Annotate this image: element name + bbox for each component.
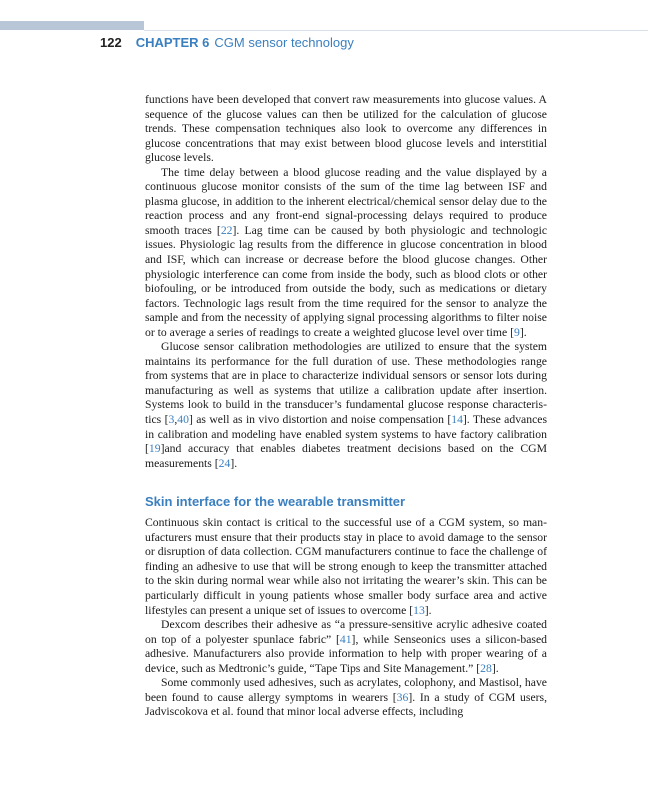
paragraph-p5 (145, 618, 547, 676)
citation-link[interactable]: 3 (168, 413, 175, 427)
text-run: Continuous skin contact is critical to the successful use of a CGM system, so manufacturers must ensure that their products stay in place to avoid damage to the sensor or disruption of data collection. CGM manufacturers continue to face the challenge of finding an adhesive to use that will be strong enough to keep the transmitter attached to the skin during normal wear while also not irritating the wearer’s skin. This can be particularly difficult in young patients whose smaller body surface area and active lifestyles can present a unique set of issues to overcome [ (145, 516, 547, 617)
citation-link[interactable]: 41 (339, 632, 352, 646)
text-run: ]. (230, 456, 238, 470)
citation-link[interactable]: 24 (218, 456, 231, 470)
citation-link[interactable]: 40 (177, 413, 189, 427)
text-run: ]. In a study of CGM users, Jadviscokova et al. found that minor local adverse effects, including (145, 690, 547, 719)
text-run: ]. Lag time can be caused by both physiologic and technologic issues. Physiologic lag results from the difference in glucose concentration in blood and ISF, which can increase or decrease before the blood glucose changes. Other physiologic interference can come from inside the body, such as blood clots or other biofouling, or be introduced from outside the body, such as medications or dietary factors. Technologic lags result from the time required for the sensor to analyze the sample and from the necessity of applying signal processing algorithms to filter noise or to average a series of readings to create a weighted glucose level over time [ (145, 223, 548, 339)
running-header (100, 35, 354, 50)
body-text (145, 93, 547, 720)
text-run: ] as well as in vivo distortion and noise compensation [ (188, 413, 452, 427)
text-run: , (174, 413, 178, 427)
text-run: ]. (491, 661, 499, 675)
text-run: Dexcom describes their adhesive as “a pressure-sensitive acrylic adhesive coated on top of a polyester spunlace fabric” [ (145, 618, 547, 646)
citation-link[interactable]: 13 (413, 603, 425, 617)
citation-link[interactable]: 14 (451, 413, 463, 427)
text-run: ]. These advances in calibration and modeling have enabled system systems to have factory calibration [ (145, 413, 547, 456)
text-run: ]. (519, 325, 527, 339)
chapter-title: CGM sensor technology (214, 35, 354, 50)
text-run: functions have been developed that convert raw measurements into glucose values. A sequence of the glucose values can then be utilized for the calculation of glucose trends. These compensation techniques also look to overcome any differences in glucose concentrations that may exist between blood glucose levels and interstitial glucose levels. (145, 93, 547, 165)
text-run: ]and accuracy that enables diabetes treatment decisions based on the CGM measurements [ (145, 442, 547, 470)
paragraph-p2 (145, 166, 547, 341)
text-run: ]. (424, 603, 432, 617)
text-run: ], while Senseonics uses a silicon-based adhesive. Manufacturers also provide information to help with proper wearing of a device, such as Medtronic’s guide, “Tape Tips and Site Management.” [ (145, 632, 547, 675)
citation-link[interactable]: 36 (396, 690, 409, 704)
text-run: Glucose sensor calibration methodologies are utilized to ensure that the system maintains its performance for the full duration of use. These methodologies range from systems that are in place to characterize individual sensors or sensor lots during manufacturing as well as systems that utilize a calibration update after insertion. Systems look to build in the transducer’s fundamental glucose response characteristics [ (145, 340, 547, 427)
paragraph-p4 (145, 516, 547, 618)
header-rule (144, 30, 648, 31)
citation-link[interactable]: 9 (513, 325, 520, 339)
header-accent-bar (0, 21, 144, 30)
page-number: 122 (100, 35, 122, 50)
paragraph-p3 (145, 340, 547, 471)
section-heading: Skin interface for the wearable transmitter (145, 494, 406, 510)
citation-link[interactable]: 19 (148, 442, 161, 456)
citation-link[interactable]: 22 (220, 223, 233, 237)
paragraph-p1 (145, 93, 547, 166)
chapter-label: CHAPTER 6 (135, 35, 210, 50)
text-run: The time delay between a blood glucose reading and the value displayed by a continuous glucose monitor consists of the sum of the time lag between ISF and plasma glucose, in addition to the inherent electrical/chemical sensor delay due to the reaction process and any front-end signal-processing delays required to produce smooth traces [ (145, 165, 547, 237)
text-run: Some commonly used adhesives, such as acrylates, colophony, and Mastisol, have been found to cause allergy symptoms in wearers [ (145, 676, 547, 704)
paragraph-p6 (145, 676, 547, 720)
citation-link[interactable]: 28 (480, 661, 492, 675)
